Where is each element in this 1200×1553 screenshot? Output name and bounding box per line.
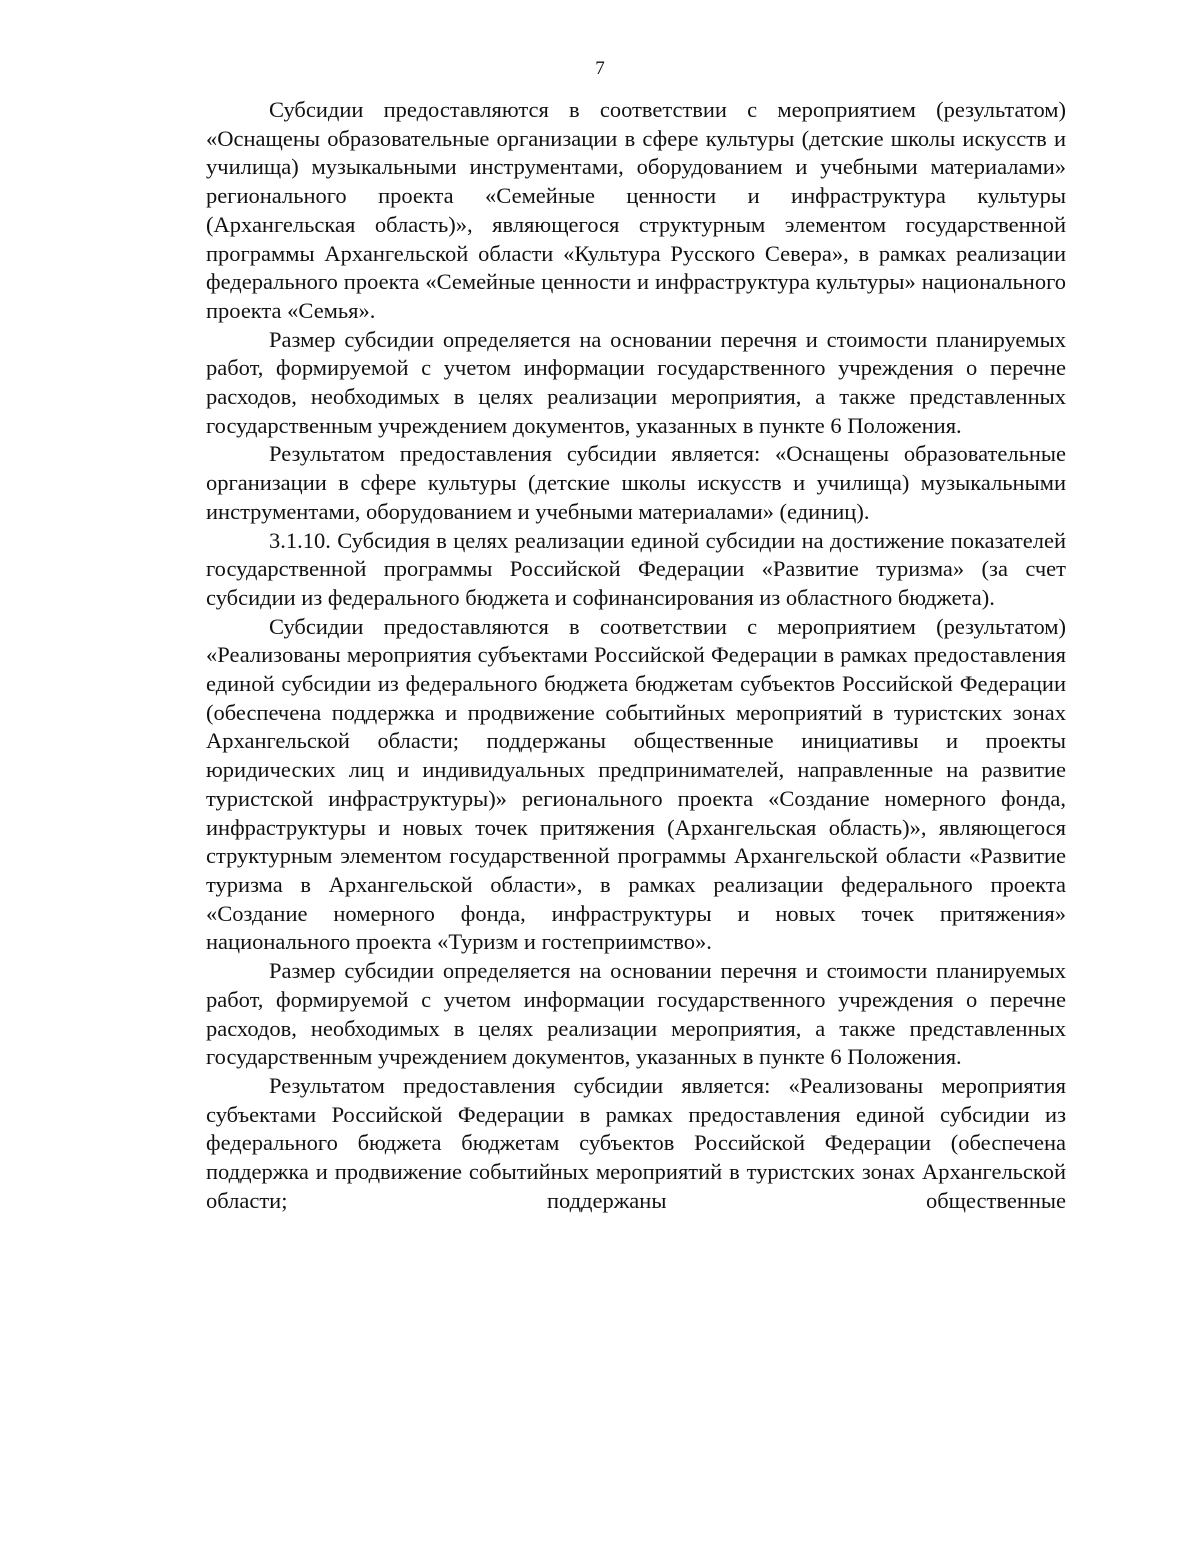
paragraph-subsidy-amount-tourism: Размер субсидии определяется на основании перечня и стоимости планируемых работ, формируемой с учетом информации государственного учреждения о перечне расходов, необходимых в целях реализации мероприятия, а также представленных государственным учреждением документов, указанных в пункте 6 Положения.: [206, 958, 1066, 1070]
document-body: [206, 96, 1066, 1215]
paragraph-subsidy-result-culture: Результатом предоставления субсидии является: «Оснащены образовательные организации в сфере культуры (детские школы искусств и училища) музыкальными инструментами, оборудованием и учебными материалами» (единиц).: [206, 441, 1066, 524]
paragraph-section-3-1-10: 3.1.10. Субсидия в целях реализации единой субсидии на достижение показателей государственной программы Российской Федерации «Развитие туризма» (за счет субсидии из федерального бюджета и софинансирования из областного бюджета).: [206, 527, 1066, 610]
paragraph-subsidy-amount-culture: Размер субсидии определяется на основании перечня и стоимости планируемых работ, формируемой с учетом информации государственного учреждения о перечне расходов, необходимых в целях реализации мероприятия, а также представленных государственным учреждением документов, указанных в пункте 6 Положения.: [206, 326, 1066, 438]
paragraph-subsidy-purpose-tourism: Субсидии предоставляются в соответствии с мероприятием (результатом) «Реализованы мероприятия субъектами Российской Федерации в рамках предоставления единой субсидии из федерального бюджета бюджетам субъектов Российской Федерации (обеспечена поддержка и продвижение событийных мероприятий в туристских зонах Архангельской области; поддержаны общественные инициативы и проекты юридических лиц и индивидуальных предпринимателей, направленные на развитие туристской инфраструктуры)» регионального проекта «Создание номерного фонда, инфраструктуры и новых точек притяжения (Архангельская область)», являющегося структурным элементом государственной программы Архангельской области «Развитие туризма в Архангельской области», в рамках реализации федерального проекта «Создание номерного фонда, инфраструктуры и новых точек притяжения» национального проекта «Туризм и гостеприимство».: [206, 613, 1066, 955]
paragraph-subsidy-purpose-culture: Субсидии предоставляются в соответствии с мероприятием (результатом) «Оснащены образовательные организации в сфере культуры (детские школы искусств и училища) музыкальными инструментами, оборудованием и учебными материалами» регионального проекта «Семейные ценности и инфраструктура культуры (Архангельская область)», являющегося структурным элементом государственной программы Архангельской области «Культура Русского Севера», в рамках реализации федерального проекта «Семейные ценности и инфраструктура культуры» национального проекта «Семья».: [206, 97, 1066, 323]
page-number: 7: [595, 58, 605, 79]
paragraph-subsidy-result-tourism: Результатом предоставления субсидии является: «Реализованы мероприятия субъектами Российской Федерации в рамках предоставления единой субсидии из федерального бюджета бюджетам субъектов Российской Федерации (обеспечена поддержка и продвижение событийных мероприятий в туристских зонах Архангельской области; поддержаны общественные: [206, 1072, 1066, 1213]
